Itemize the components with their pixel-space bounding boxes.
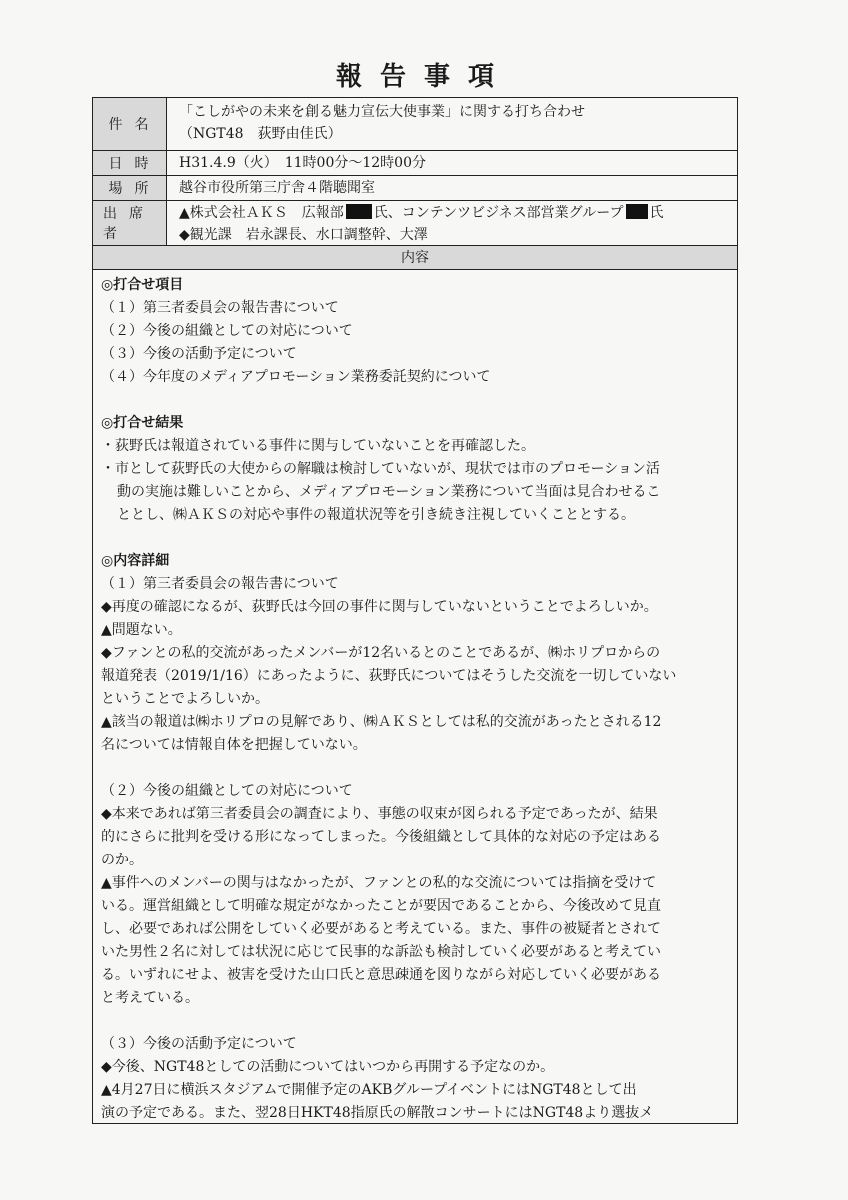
blank-line xyxy=(101,757,729,780)
body-line: 演の予定である。また、翌28日HKT48指原氏の解散コンサートにはNGT48より選抜メ xyxy=(101,1105,654,1121)
body-line: （２）今後の組織としての対応について xyxy=(101,323,353,339)
body-line: ◆ファンとの私的交流があったメンバーが12名いるとのことであるが、㈱ホリプロからの xyxy=(101,645,661,661)
body-line: ・市として荻野氏の大使からの解職は検討していないが、現状では市のプロモーション活 xyxy=(101,461,660,477)
report-table xyxy=(92,97,738,1124)
redaction-mark xyxy=(346,204,372,219)
body-line: ◆今後、NGT48としての活動についてはいつから再開する予定なのか。 xyxy=(101,1059,555,1075)
attendee-line-2: ◆観光課 岩永課長、水口調整幹、大澤 xyxy=(179,227,428,243)
attendee-line-1 xyxy=(179,202,731,224)
section-heading: ◎内容詳細 xyxy=(101,553,170,569)
body-line: ▲4月27日に横浜スタジアムで開催予定のAKBグループイベントにはNGT48として出 xyxy=(101,1082,637,1098)
blank-line xyxy=(101,527,729,550)
attendee-aks-3: 氏 xyxy=(649,205,664,221)
body-line: と考えている。 xyxy=(101,990,199,1006)
body-line: 的にさらに批判を受ける形になってしまった。今後組織として具体的な対応の予定はある xyxy=(101,829,661,845)
attendee-aks-2: 氏、コンテンツビジネス部営業グループ xyxy=(373,205,624,221)
body-line: ◆再度の確認になるが、荻野氏は今回の事件に関与していないということでよろしいか。 xyxy=(101,599,658,615)
blank-line xyxy=(101,1010,729,1033)
body-line: （１）第三者委員会の報告書について xyxy=(101,300,339,316)
body-line: （２）今後の組織としての対応について xyxy=(101,783,353,799)
body-line: ▲該当の報道は㈱ホリプロの見解であり、㈱ＡＫＳとしては私的交流があったとされる12 xyxy=(101,714,662,730)
body-line: る。いずれにせよ、被害を受けた山口氏と意思疎通を図りながら対応していく必要がある xyxy=(101,967,661,983)
attendee-value xyxy=(179,202,731,246)
body-line: ・荻野氏は報道されている事件に関与していないことを再確認した。 xyxy=(101,438,535,454)
body-line: 名については情報自体を把握していない。 xyxy=(101,737,367,753)
body-line: 報道発表（2019/1/16）にあったように、荻野氏についてはそうした交流を一切していない xyxy=(101,668,677,684)
attendee-label: 出席者 xyxy=(93,201,167,245)
body-line: （１）第三者委員会の報告書について xyxy=(101,576,339,592)
subject-line-1: 「こしがやの未来を創る魅力宣伝大使事業」に関する打ち合わせ xyxy=(179,104,585,120)
content-header-row xyxy=(93,246,737,270)
section-heading: ◎打合せ項目 xyxy=(101,277,184,293)
date-row xyxy=(93,151,737,176)
body-line: いる。運営組織として明確な規定がなかったことが要因であることから、今後改めて見直 xyxy=(101,898,661,914)
body-line: ▲事件へのメンバーの関与はなかったが、ファンとの私的な交流については指摘を受けて xyxy=(101,875,657,891)
redaction-mark xyxy=(626,204,648,219)
subject-line-2: （NGT48 荻野由佳氏） xyxy=(179,126,342,142)
attendee-row xyxy=(93,201,737,246)
content-body xyxy=(101,274,729,1125)
content-header: 内容 xyxy=(401,250,429,266)
subject-value xyxy=(179,101,731,145)
body-line: （３）今後の活動予定について xyxy=(101,346,297,362)
blank-line xyxy=(101,389,729,412)
body-line: ととし、㈱ＡＫＳの対応や事件の報道状況等を引き続き注視していくこととする。 xyxy=(117,507,635,523)
body-line: ▲問題ない。 xyxy=(101,622,182,638)
attendee-aks: ▲株式会社ＡＫＳ 広報部 xyxy=(179,205,344,221)
place-row xyxy=(93,176,737,201)
body-line: ということでよろしいか。 xyxy=(101,691,269,707)
body-line: し、必要であれば公開をしていく必要があると考えている。また、事件の被疑者とされて xyxy=(101,921,661,937)
place-value: 越谷市役所第三庁舎４階聴聞室 xyxy=(179,180,375,196)
subject-label: 件名 xyxy=(93,98,167,150)
place-label: 場所 xyxy=(93,176,167,200)
page-title: 報告事項 xyxy=(335,62,512,92)
date-value: H31.4.9（火） 11時00分～12時00分 xyxy=(179,155,426,171)
body-line: （４）今年度のメディアプロモーション業務委託契約について xyxy=(101,369,491,385)
date-label: 日時 xyxy=(93,151,167,175)
body-line: ◆本来であれば第三者委員会の調査により、事態の収束が図られる予定であったが、結果 xyxy=(101,806,658,822)
body-line: のか。 xyxy=(101,852,143,868)
body-line: いた男性２名に対しては状況に応じて民事的な訴訟も検討していく必要があると考えてい xyxy=(101,944,661,960)
section-heading: ◎打合せ結果 xyxy=(101,415,184,431)
body-line: （３）今後の活動予定について xyxy=(101,1036,297,1052)
body-line: 動の実施は難しいことから、メディアプロモーション業務について当面は見合わせるこ xyxy=(117,484,661,500)
subject-row xyxy=(93,98,737,151)
